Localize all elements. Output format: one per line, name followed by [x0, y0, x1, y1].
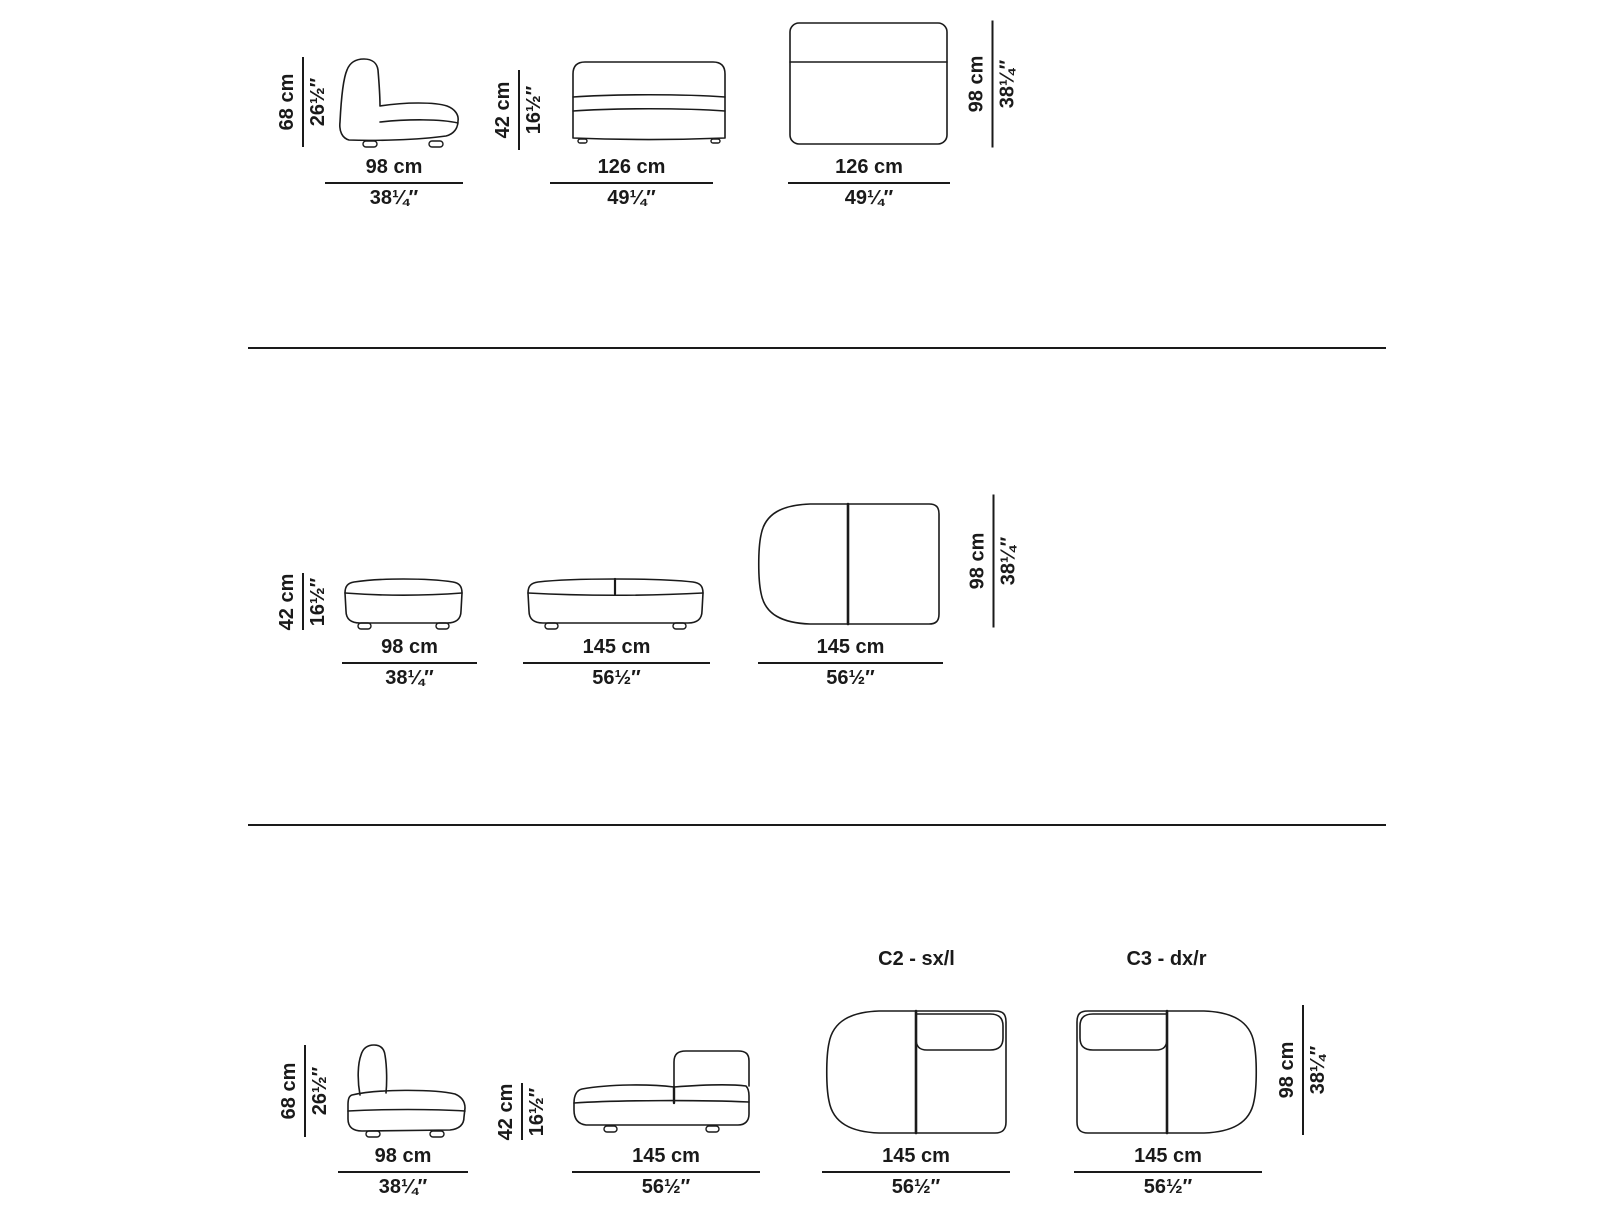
- section-divider: [248, 824, 1386, 826]
- foot: [430, 1131, 444, 1137]
- foot: [711, 139, 720, 143]
- dimension-inch-value: 16½″: [307, 577, 329, 627]
- dimension-cm-value: 68 cm: [278, 1062, 300, 1120]
- foot: [363, 141, 377, 147]
- backrest-outline: [358, 1045, 386, 1095]
- depth-dimension: [967, 495, 1021, 628]
- backrest-outline: [1080, 1014, 1167, 1050]
- dimension-inch-value: 16½″: [523, 85, 545, 135]
- foot: [545, 623, 558, 629]
- dimension-line: [993, 495, 995, 628]
- dimension-inch-value: 26½″: [309, 1066, 331, 1116]
- foot: [429, 141, 443, 147]
- module-body-outline: [573, 62, 725, 140]
- foot: [604, 1126, 617, 1132]
- dimension-cm-value: 145 cm: [882, 1145, 950, 1167]
- dimension-cm-value: 145 cm: [632, 1145, 700, 1167]
- dimension-inch-value: 38¼″: [1307, 1045, 1329, 1095]
- dimension-line: [518, 70, 520, 150]
- section-divider: [248, 347, 1386, 349]
- module-side-view-drawing: [333, 57, 465, 149]
- dimension-inch-value: 38¼″: [996, 59, 1019, 109]
- seat-seam-line: [573, 95, 725, 97]
- foot: [436, 623, 449, 629]
- dimension-cm-value: 98 cm: [374, 1145, 432, 1167]
- depth-dimension: [1276, 1005, 1330, 1135]
- module-body-outline: [790, 23, 947, 144]
- module-label-c2: C2 - sx/l: [878, 948, 955, 970]
- backrest-outline: [674, 1051, 749, 1086]
- dimension-line: [822, 1171, 1010, 1173]
- foot: [366, 1131, 380, 1137]
- height-dimension: [278, 1045, 332, 1137]
- dimension-line: [572, 1171, 760, 1173]
- backrest-outline: [916, 1014, 1003, 1050]
- height-dimension: [276, 567, 330, 637]
- dimension-line: [1074, 1171, 1262, 1173]
- dimension-cm-value: 126 cm: [597, 156, 666, 178]
- dimension-cm-value: 98 cm: [965, 55, 988, 113]
- dimension-inch-value: 56½″: [891, 1176, 941, 1198]
- dimension-inch-value: 16½″: [526, 1087, 548, 1137]
- dimension-line: [302, 57, 304, 147]
- ottoman-side-view-drawing: [340, 573, 467, 631]
- height-dimension: [492, 70, 546, 150]
- dimension-inch-value: 38¼″: [385, 667, 434, 689]
- dimension-inch-value: 38¼″: [997, 536, 1020, 586]
- module-label-c3: C3 - dx/r: [1126, 948, 1207, 970]
- dimension-cm-value: 98 cm: [1276, 1041, 1298, 1099]
- module-body-outline: [340, 59, 458, 140]
- dimension-line: [523, 662, 710, 664]
- dimension-line: [521, 1084, 523, 1141]
- dimension-line: [992, 21, 994, 148]
- height-dimension: [495, 1077, 549, 1147]
- seat-body-outline: [574, 1085, 749, 1125]
- height-dimension: [276, 57, 330, 147]
- foot: [358, 623, 371, 629]
- dimension-cm-value: 98 cm: [365, 156, 423, 178]
- foot: [578, 139, 587, 143]
- dimension-inch-value: 56½″: [641, 1176, 691, 1198]
- width-dimension: [822, 1145, 1010, 1199]
- dimension-cm-value: 68 cm: [276, 73, 298, 131]
- dimension-line: [788, 182, 950, 184]
- dimension-inch-value: 56½″: [592, 667, 641, 689]
- chaise-c3-top-view-drawing: [1073, 1008, 1260, 1136]
- width-dimension: [342, 636, 477, 690]
- dimension-cm-value: 145 cm: [582, 636, 651, 658]
- dimension-cm-value: 126 cm: [835, 156, 903, 178]
- chaise-side-view-drawing: [338, 1043, 468, 1140]
- dimension-cm-value: 145 cm: [1134, 1145, 1202, 1167]
- module-front-view-drawing: [568, 58, 730, 145]
- width-dimension: [550, 156, 713, 210]
- foot: [673, 623, 686, 629]
- dimension-inch-value: 56½″: [826, 667, 875, 689]
- dimension-line: [758, 662, 943, 664]
- dimension-line: [1302, 1005, 1304, 1135]
- ottoman-body-outline: [345, 579, 462, 623]
- dimension-cm-value: 42 cm: [276, 573, 298, 631]
- dimension-inch-value: 56½″: [1143, 1176, 1193, 1198]
- dimension-cm-value: 145 cm: [816, 636, 885, 658]
- dimension-inch-value: 49¼″: [607, 187, 656, 209]
- dimension-inch-value: 26½″: [307, 77, 329, 127]
- dimension-inch-value: 38¼″: [378, 1176, 428, 1198]
- width-dimension: [1074, 1145, 1262, 1199]
- width-dimension: [788, 156, 950, 210]
- dimension-cm-value: 42 cm: [495, 1083, 517, 1141]
- seat-seam-line: [574, 1101, 749, 1103]
- seat-seam-line: [348, 1110, 465, 1112]
- dimension-line: [302, 574, 304, 631]
- seat-seam-line: [380, 120, 458, 123]
- depth-dimension: [966, 21, 1020, 148]
- width-dimension: [325, 156, 463, 210]
- seat-seam-line: [345, 593, 462, 595]
- dimension-line: [338, 1171, 468, 1173]
- dimension-cm-value: 98 cm: [966, 532, 989, 590]
- width-dimension: [523, 636, 710, 690]
- foot: [706, 1126, 719, 1132]
- seat-seam-line: [573, 109, 725, 111]
- dimension-inch-value: 38¼″: [369, 187, 419, 209]
- dimension-line: [325, 182, 463, 184]
- chaise-front-view-drawing: [570, 1048, 753, 1137]
- width-dimension: [572, 1145, 760, 1199]
- dimension-inch-value: 49¼″: [844, 187, 894, 209]
- width-dimension: [338, 1145, 468, 1199]
- module-top-view-drawing: [787, 20, 950, 147]
- chaise-c2-top-view-drawing: [823, 1008, 1010, 1136]
- dimension-line: [342, 662, 477, 664]
- dimension-cm-value: 98 cm: [381, 636, 438, 658]
- ottoman-front-view-drawing: [523, 573, 708, 631]
- dimension-line: [550, 182, 713, 184]
- dimension-cm-value: 42 cm: [492, 81, 514, 139]
- ottoman-top-view-drawing: [755, 501, 943, 627]
- dimension-line: [304, 1045, 306, 1137]
- width-dimension: [758, 636, 943, 690]
